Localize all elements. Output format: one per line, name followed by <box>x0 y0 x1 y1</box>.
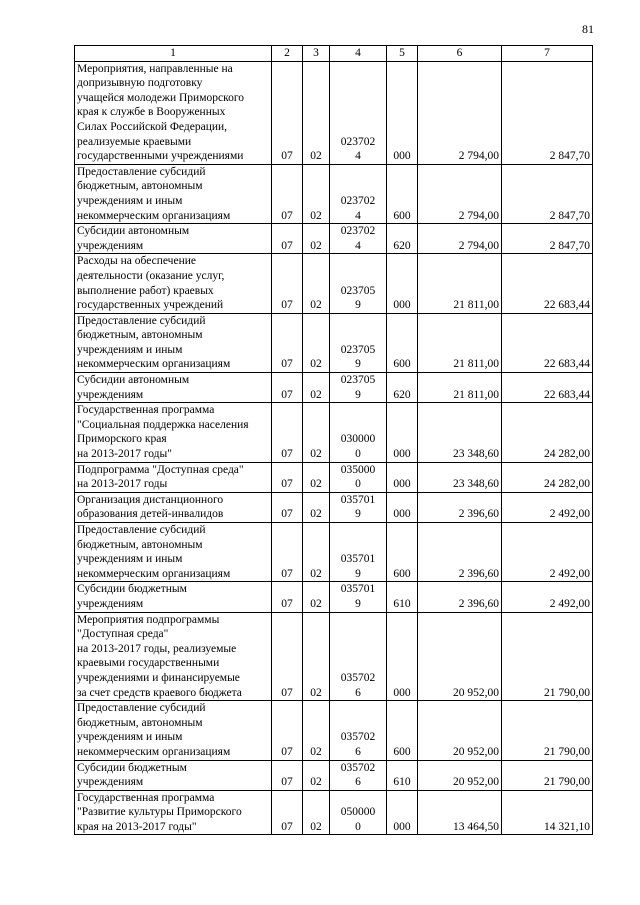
row-section: 07 <box>272 612 303 701</box>
row-amount-2014: 2 794,00 <box>418 224 502 254</box>
row-target-code: 035701 9 <box>330 492 387 522</box>
row-amount-2015: 2 847,70 <box>502 164 593 223</box>
row-subsection: 02 <box>303 403 330 462</box>
row-expense-type: 600 <box>387 164 418 223</box>
header-cell-3: 3 <box>303 46 330 62</box>
row-expense-type: 000 <box>387 61 418 164</box>
row-expense-type: 000 <box>387 492 418 522</box>
row-amount-2014: 2 794,00 <box>418 61 502 164</box>
row-expense-type: 610 <box>387 582 418 612</box>
row-amount-2014: 2 396,60 <box>418 492 502 522</box>
row-subsection: 02 <box>303 523 330 582</box>
budget-table <box>74 45 593 835</box>
row-expense-type: 620 <box>387 224 418 254</box>
row-target-code: 035702 6 <box>330 701 387 760</box>
row-amount-2014: 20 952,00 <box>418 612 502 701</box>
row-amount-2014: 21 811,00 <box>418 313 502 372</box>
header-cell-6: 6 <box>418 46 502 62</box>
page-number: 81 <box>582 22 594 36</box>
row-subsection: 02 <box>303 790 330 835</box>
row-subsection: 02 <box>303 582 330 612</box>
row-amount-2015: 2 492,00 <box>502 523 593 582</box>
table-row <box>75 164 593 223</box>
row-section: 07 <box>272 523 303 582</box>
row-amount-2015: 24 282,00 <box>502 403 593 462</box>
table-row <box>75 254 593 313</box>
row-name: Подпрограмма "Доступная среда" на 2013-2017 годы <box>75 462 272 492</box>
table-row <box>75 582 593 612</box>
table-row <box>75 492 593 522</box>
row-name: Предоставление субсидий бюджетным, автономным учреждениям и иным некоммерческим организациям <box>75 164 272 223</box>
row-amount-2015: 14 321,10 <box>502 790 593 835</box>
row-expense-type: 620 <box>387 373 418 403</box>
row-expense-type: 600 <box>387 313 418 372</box>
row-amount-2015: 2 492,00 <box>502 582 593 612</box>
row-name: Государственная программа "Развитие культуры Приморского края на 2013-2017 годы" <box>75 790 272 835</box>
row-target-code: 023702 4 <box>330 224 387 254</box>
row-section: 07 <box>272 313 303 372</box>
row-subsection: 02 <box>303 254 330 313</box>
row-subsection: 02 <box>303 760 330 790</box>
row-target-code: 023702 4 <box>330 61 387 164</box>
row-target-code: 035702 6 <box>330 760 387 790</box>
row-section: 07 <box>272 254 303 313</box>
row-amount-2015: 2 847,70 <box>502 61 593 164</box>
header-row <box>75 46 593 62</box>
row-amount-2015: 21 790,00 <box>502 612 593 701</box>
row-section: 07 <box>272 462 303 492</box>
table-row <box>75 612 593 701</box>
row-name: Расходы на обеспечение деятельности (оказание услуг, выполнение работ) краевых государственных учреждений <box>75 254 272 313</box>
row-amount-2015: 22 683,44 <box>502 313 593 372</box>
row-amount-2014: 23 348,60 <box>418 462 502 492</box>
table-row <box>75 790 593 835</box>
table-body <box>75 61 593 835</box>
row-section: 07 <box>272 701 303 760</box>
row-name: Предоставление субсидий бюджетным, автономным учреждениям и иным некоммерческим организациям <box>75 523 272 582</box>
header-cell-7: 7 <box>502 46 593 62</box>
row-amount-2014: 23 348,60 <box>418 403 502 462</box>
row-target-code: 030000 0 <box>330 403 387 462</box>
row-name: Государственная программа "Социальная поддержка населения Приморского края на 2013-2017 годы" <box>75 403 272 462</box>
row-target-code: 035000 0 <box>330 462 387 492</box>
row-amount-2015: 2 492,00 <box>502 492 593 522</box>
row-name: Мероприятия подпрограммы "Доступная среда" на 2013-2017 годы, реализуемые краевыми государственными учреждениями и финансируемые за счет средств краевого бюджета <box>75 612 272 701</box>
row-amount-2015: 21 790,00 <box>502 760 593 790</box>
row-subsection: 02 <box>303 164 330 223</box>
table-row <box>75 373 593 403</box>
row-expense-type: 600 <box>387 523 418 582</box>
row-amount-2015: 21 790,00 <box>502 701 593 760</box>
row-target-code: 023702 4 <box>330 164 387 223</box>
row-section: 07 <box>272 403 303 462</box>
row-amount-2014: 2 396,60 <box>418 523 502 582</box>
row-target-code: 035701 9 <box>330 582 387 612</box>
row-expense-type: 000 <box>387 403 418 462</box>
row-amount-2015: 2 847,70 <box>502 224 593 254</box>
row-expense-type: 610 <box>387 760 418 790</box>
row-amount-2015: 22 683,44 <box>502 373 593 403</box>
row-expense-type: 600 <box>387 701 418 760</box>
row-amount-2015: 22 683,44 <box>502 254 593 313</box>
table-row <box>75 701 593 760</box>
row-section: 07 <box>272 492 303 522</box>
row-amount-2014: 2 794,00 <box>418 164 502 223</box>
row-expense-type: 000 <box>387 612 418 701</box>
row-amount-2014: 21 811,00 <box>418 254 502 313</box>
row-subsection: 02 <box>303 224 330 254</box>
row-name: Субсидии автономным учреждениям <box>75 373 272 403</box>
row-name: Субсидии автономным учреждениям <box>75 224 272 254</box>
header-cell-5: 5 <box>387 46 418 62</box>
row-subsection: 02 <box>303 313 330 372</box>
row-name: Предоставление субсидий бюджетным, автономным учреждениям и иным некоммерческим организациям <box>75 313 272 372</box>
row-subsection: 02 <box>303 612 330 701</box>
row-name: Мероприятия, направленные на допризывную подготовку учащейся молодежи Приморского края к службе в Вооруженных Силах Российской Федерации, реализуемые краевыми государственными учреждениями <box>75 61 272 164</box>
row-name: Субсидии бюджетным учреждениям <box>75 582 272 612</box>
row-amount-2014: 20 952,00 <box>418 701 502 760</box>
table-row <box>75 403 593 462</box>
row-amount-2014: 20 952,00 <box>418 760 502 790</box>
row-subsection: 02 <box>303 701 330 760</box>
row-target-code: 050000 0 <box>330 790 387 835</box>
row-target-code: 035701 9 <box>330 523 387 582</box>
row-name: Субсидии бюджетным учреждениям <box>75 760 272 790</box>
row-name: Организация дистанционного образования детей-инвалидов <box>75 492 272 522</box>
row-subsection: 02 <box>303 373 330 403</box>
table-row <box>75 523 593 582</box>
table-row <box>75 462 593 492</box>
row-target-code: 035702 6 <box>330 612 387 701</box>
row-amount-2014: 2 396,60 <box>418 582 502 612</box>
row-target-code: 023705 9 <box>330 313 387 372</box>
row-section: 07 <box>272 224 303 254</box>
row-subsection: 02 <box>303 61 330 164</box>
header-cell-4: 4 <box>330 46 387 62</box>
row-subsection: 02 <box>303 462 330 492</box>
row-name: Предоставление субсидий бюджетным, автономным учреждениям и иным некоммерческим организациям <box>75 701 272 760</box>
row-section: 07 <box>272 790 303 835</box>
table-row <box>75 224 593 254</box>
table-row <box>75 313 593 372</box>
table-row <box>75 760 593 790</box>
header-cell-2: 2 <box>272 46 303 62</box>
table-header <box>75 46 593 62</box>
row-section: 07 <box>272 373 303 403</box>
row-expense-type: 000 <box>387 254 418 313</box>
row-amount-2014: 13 464,50 <box>418 790 502 835</box>
row-section: 07 <box>272 61 303 164</box>
row-amount-2014: 21 811,00 <box>418 373 502 403</box>
row-expense-type: 000 <box>387 462 418 492</box>
row-expense-type: 000 <box>387 790 418 835</box>
row-target-code: 023705 9 <box>330 254 387 313</box>
row-section: 07 <box>272 164 303 223</box>
header-cell-1: 1 <box>75 46 272 62</box>
table-row <box>75 61 593 164</box>
row-target-code: 023705 9 <box>330 373 387 403</box>
row-section: 07 <box>272 582 303 612</box>
row-section: 07 <box>272 760 303 790</box>
row-subsection: 02 <box>303 492 330 522</box>
row-amount-2015: 24 282,00 <box>502 462 593 492</box>
